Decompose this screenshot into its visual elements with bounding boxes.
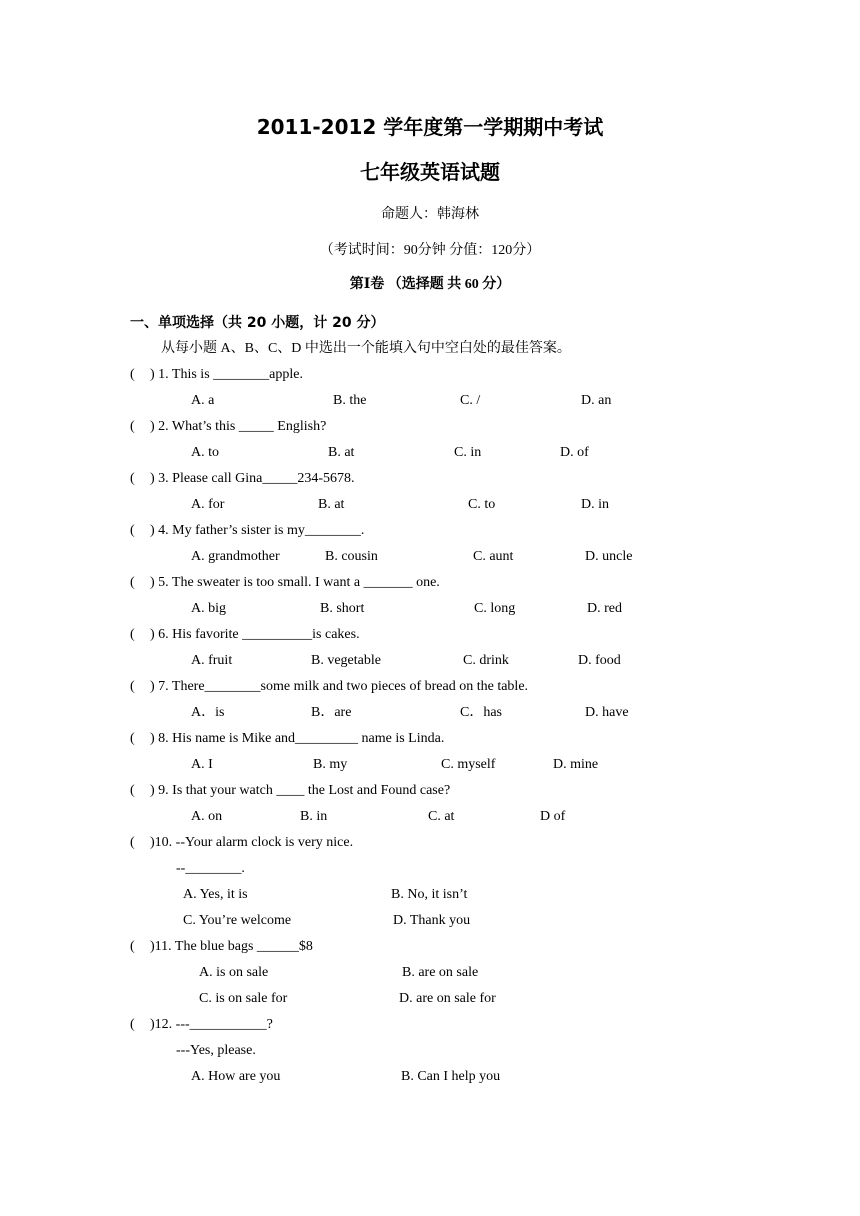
option: C. long: [474, 601, 516, 616]
option: B. Can I help you: [401, 1069, 501, 1084]
question-stem: ) 5. The sweater is too small. I want a _______ one.: [150, 575, 440, 590]
option: A. I: [191, 757, 213, 772]
option: D. uncle: [585, 549, 633, 564]
option: A. grandmother: [191, 549, 280, 564]
option: C. You’re welcome: [183, 913, 292, 928]
option: D. red: [587, 601, 622, 616]
option: C. at: [428, 809, 455, 824]
option: D of: [540, 809, 566, 824]
answer-bracket: (: [130, 835, 135, 850]
option: A. Yes, it is: [183, 887, 248, 902]
option: D. of: [560, 445, 589, 460]
option: D. food: [578, 653, 621, 668]
option: B. cousin: [325, 549, 378, 564]
question-stem: )10. --Your alarm clock is very nice.: [150, 835, 354, 850]
option: D. mine: [553, 757, 599, 772]
option: B. my: [313, 757, 348, 772]
option: A. on: [191, 809, 223, 824]
answer-bracket: (: [130, 1017, 135, 1032]
option: A. for: [191, 497, 225, 512]
option: B. at: [328, 445, 355, 460]
option: C. aunt: [473, 549, 514, 564]
option: A. is on sale: [199, 965, 269, 980]
option: D. an: [581, 393, 612, 408]
answer-bracket: (: [130, 731, 135, 746]
volume-heading: 第Ⅰ卷 （选择题 共 60 分）: [349, 277, 511, 292]
option: C. to: [468, 497, 496, 512]
option: C. /: [460, 393, 481, 408]
exam-subtitle: 七年级英语试题: [360, 160, 500, 184]
exam-title: 2011-2012 学年度第一学期期中考试: [256, 115, 604, 139]
option: C. drink: [463, 653, 509, 668]
answer-bracket: (: [130, 367, 135, 382]
question-stem: ) 3. Please call Gina_____234-5678.: [150, 471, 355, 486]
option: C．has: [460, 705, 502, 720]
option: B．are: [311, 705, 352, 720]
answer-bracket: (: [130, 939, 135, 954]
answer-bracket: (: [130, 783, 135, 798]
option: A. to: [191, 445, 219, 460]
option: D. Thank you: [393, 913, 471, 928]
question-stem: ) 2. What’s this _____ English?: [150, 419, 327, 434]
exam-info: （考试时间：90分钟 分值：120分）: [319, 243, 541, 258]
question-stem: )11. The blue bags ______$8: [150, 939, 313, 954]
option: A. fruit: [191, 653, 233, 668]
option: C. is on sale for: [199, 991, 288, 1006]
option: C. myself: [441, 757, 496, 772]
option: A. big: [191, 601, 226, 616]
answer-bracket: (: [130, 627, 135, 642]
dialogue-line: --________.: [176, 861, 245, 876]
section-heading: 一、单项选择（共 20 小题，计 20 分）: [130, 315, 385, 331]
exam-author: 命题人：韩海林: [381, 207, 479, 222]
question-stem: ) 8. His name is Mike and_________ name is Linda.: [150, 731, 445, 746]
answer-bracket: (: [130, 523, 135, 538]
option: B. short: [320, 601, 365, 616]
option: B. the: [333, 393, 367, 408]
answer-bracket: (: [130, 679, 135, 694]
option: C. in: [454, 445, 482, 460]
option: B. in: [300, 809, 328, 824]
option: D. have: [585, 705, 629, 720]
question-stem: ) 7. There________some milk and two pieces of bread on the table.: [150, 679, 529, 694]
answer-bracket: (: [130, 471, 135, 486]
option: B. are on sale: [402, 965, 479, 980]
option: A. a: [191, 393, 215, 408]
question-stem: )12. ---___________?: [150, 1017, 273, 1032]
option: A. How are you: [191, 1069, 281, 1084]
question-stem: ) 1. This is ________apple.: [150, 367, 303, 382]
answer-bracket: (: [130, 575, 135, 590]
answer-bracket: (: [130, 419, 135, 434]
option: B. No, it isn’t: [391, 887, 468, 902]
option: D. are on sale for: [399, 991, 496, 1006]
question-stem: ) 6. His favorite __________is cakes.: [150, 627, 360, 642]
option: B. at: [318, 497, 345, 512]
option: A．is: [191, 705, 225, 720]
option: D. in: [581, 497, 609, 512]
section-instruction: 从每小题 A、B、C、D 中选出一个能填入句中空白处的最佳答案。: [161, 341, 571, 356]
question-stem: ) 4. My father’s sister is my________.: [150, 523, 365, 538]
dialogue-line: ---Yes, please.: [176, 1043, 256, 1058]
question-stem: ) 9. Is that your watch ____ the Lost and Found case?: [150, 783, 451, 798]
option: B. vegetable: [311, 653, 381, 668]
